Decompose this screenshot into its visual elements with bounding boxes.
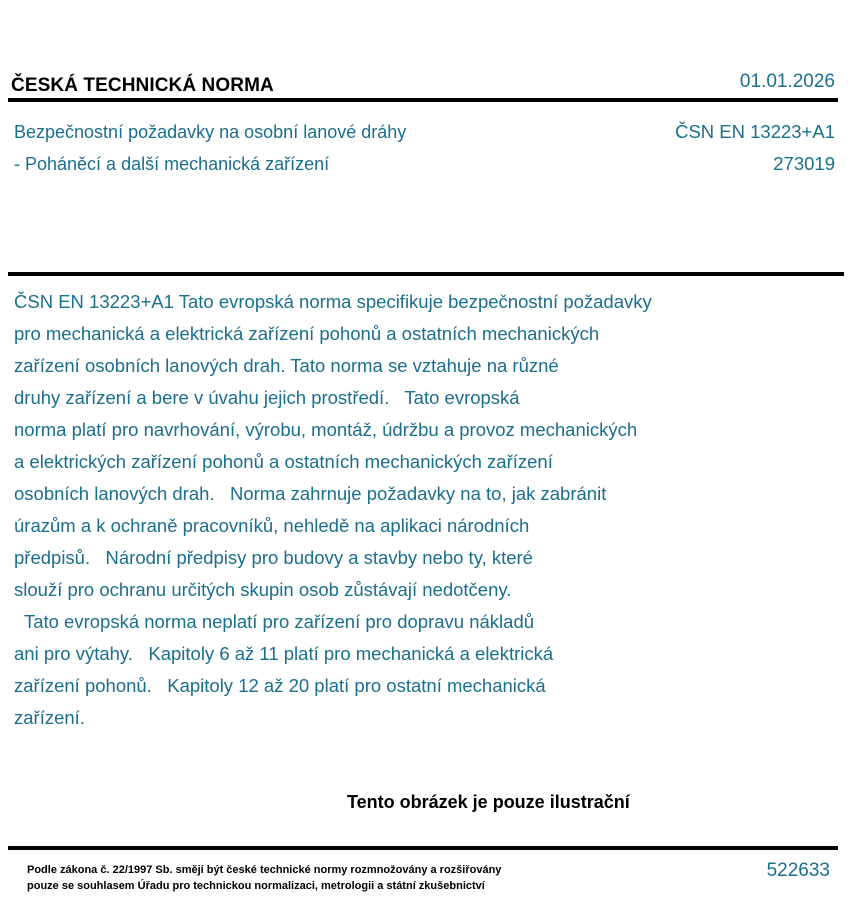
subtitle-line: Bezpečnostní požadavky na osobní lanové dráhy — [14, 122, 407, 142]
abstract-line: ČSN EN 13223+A1 Tato evropská norma specifikuje bezpečnostní požadavky — [14, 291, 652, 312]
abstract-line: zařízení. — [14, 707, 85, 728]
abstract-line: slouží pro ochranu určitých skupin osob zůstávají nedotčeny. — [14, 579, 512, 600]
illustration-note: Tento obrázek je pouze ilustrační — [347, 792, 630, 812]
abstract-line: osobních lanových drah. Norma zahrnuje požadavky na to, jak zabránit — [14, 483, 607, 504]
standard-subtitle — [14, 116, 406, 180]
abstract-line: předpisů. Národní předpisy pro budovy a stavby nebo ty, které — [14, 547, 533, 568]
abstract-line: úrazům a k ochraně pracovníků, nehledě na aplikaci národních — [14, 515, 530, 536]
abstract-line: zařízení pohonů. Kapitoly 12 až 20 platí pro ostatní mechanická — [14, 675, 546, 696]
standard-identifiers — [675, 116, 835, 180]
abstract-line: Tato evropská norma neplatí pro zařízení pro dopravu nákladů — [14, 611, 535, 632]
standard-designation: ČSN EN 13223+A1 — [675, 121, 835, 142]
middle-divider — [8, 272, 844, 276]
abstract-text — [14, 286, 774, 734]
legal-notice — [27, 862, 501, 894]
top-divider — [8, 98, 838, 102]
abstract-line: norma platí pro navrhování, výrobu, montáž, údržbu a provoz mechanických — [14, 419, 638, 440]
catalog-code: 522633 — [766, 860, 830, 881]
abstract-line: pro mechanická a elektrická zařízení pohonů a ostatních mechanických — [14, 323, 600, 344]
abstract-line: ani pro výtahy. Kapitoly 6 až 11 platí pro mechanická a elektrická — [14, 643, 554, 664]
legal-line: Podle zákona č. 22/1997 Sb. smějí být české technické normy rozmnožovány a rozšiřovány — [27, 864, 502, 876]
document-heading: ČESKÁ TECHNICKÁ NORMA — [11, 75, 274, 96]
class-number: 273019 — [773, 153, 835, 174]
subtitle-line: - Poháněcí a další mechanická zařízení — [14, 154, 330, 174]
issue-date: 01.01.2026 — [739, 71, 835, 92]
abstract-line: zařízení osobních lanových drah. Tato norma se vztahuje na různé — [14, 355, 559, 376]
legal-line: pouze se souhlasem Úřadu pro technickou normalizaci, metrologii a státní zkušebnictví — [27, 880, 485, 892]
abstract-line: druhy zařízení a bere v úvahu jejich prostředí. Tato evropská — [14, 387, 520, 408]
abstract-line: a elektrických zařízení pohonů a ostatních mechanických zařízení — [14, 451, 553, 472]
bottom-divider — [8, 846, 838, 850]
